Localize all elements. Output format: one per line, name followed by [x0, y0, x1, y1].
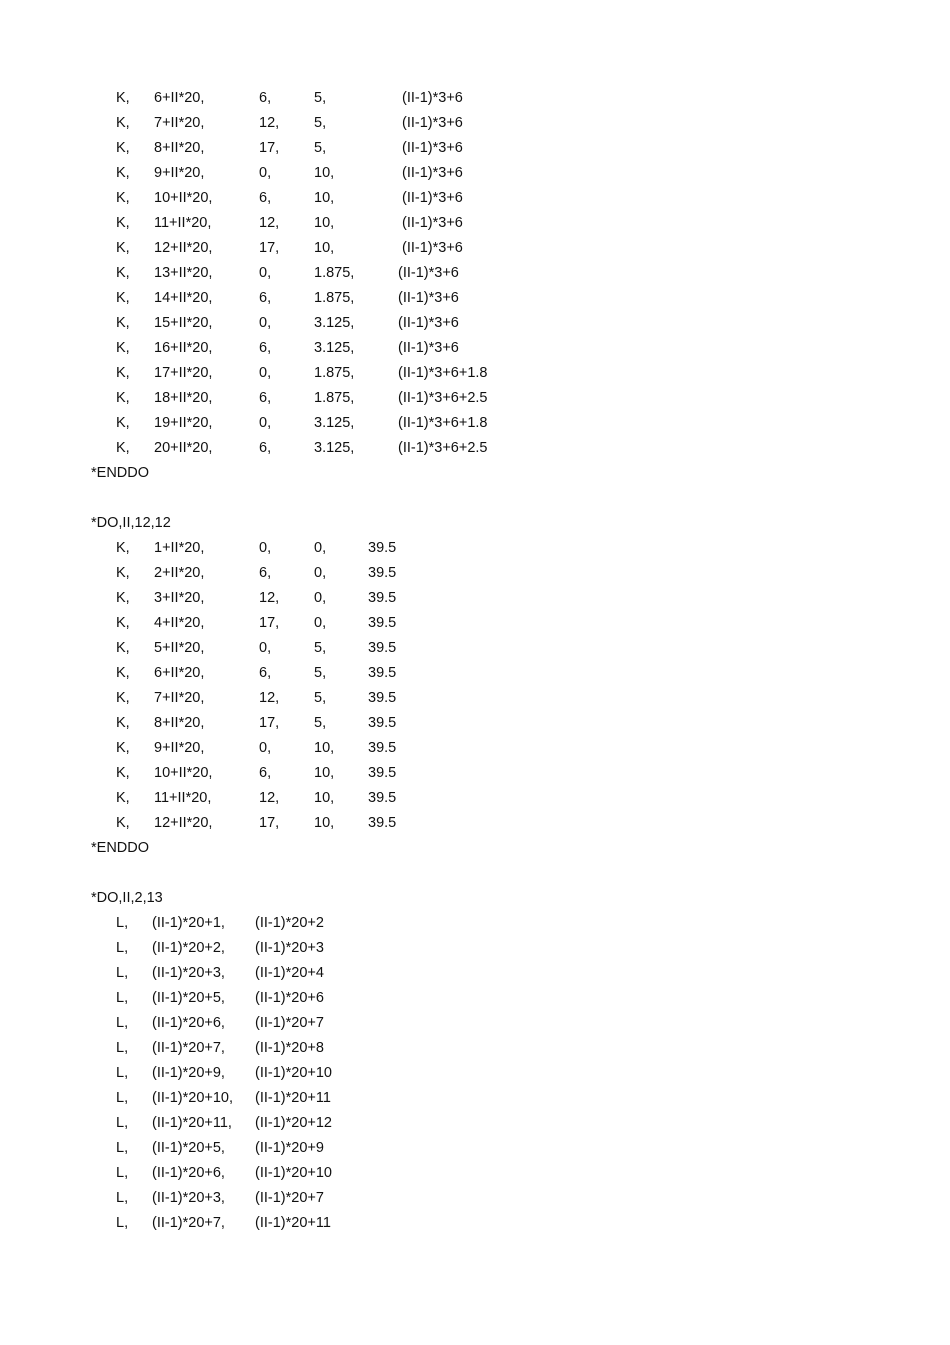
command-field-5: 39.5 [368, 565, 397, 581]
command-field-1: K, [116, 615, 130, 631]
command-field-1: K, [116, 440, 130, 456]
command-field-2: (II-1)*20+7, [152, 1040, 225, 1056]
command-field-3: 6, [259, 565, 272, 581]
command-field-1: K, [116, 315, 130, 331]
command-field-5: 39.5 [368, 740, 397, 756]
command-row [0, 1086, 950, 1111]
command-row [0, 686, 950, 711]
command-field-3: (II-1)*20+7 [255, 1015, 324, 1031]
command-field-1: L, [116, 1040, 129, 1056]
command-field-1: K, [116, 740, 130, 756]
command-field-2: 19+II*20, [154, 415, 213, 431]
command-field-1: L, [116, 1140, 129, 1156]
command-row [0, 1211, 950, 1236]
command-field-1: K, [116, 165, 130, 181]
command-row [0, 211, 950, 236]
enddo-line-text-line [0, 461, 950, 486]
command-field-5: 39.5 [368, 640, 397, 656]
command-field-3: 12, [259, 115, 280, 131]
enddo-line-text: *ENDDO [91, 840, 150, 856]
command-field-1: K, [116, 215, 130, 231]
command-field-2: 18+II*20, [154, 390, 213, 406]
command-field-3: 0, [259, 640, 272, 656]
command-field-3: 6, [259, 390, 272, 406]
command-field-1: K, [116, 240, 130, 256]
command-field-2: 12+II*20, [154, 815, 213, 831]
command-field-3: 6, [259, 765, 272, 781]
command-field-4: 10, [314, 740, 335, 756]
command-field-2: 13+II*20, [154, 265, 213, 281]
command-field-4: 5, [314, 665, 327, 681]
enddo-line-text: *ENDDO [91, 465, 150, 481]
command-field-3: (II-1)*20+11 [255, 1215, 331, 1231]
command-field-3: (II-1)*20+9 [255, 1140, 324, 1156]
do-loop-header: *DO,II,2,13 [91, 890, 163, 906]
command-row [0, 561, 950, 586]
command-field-5: 39.5 [368, 765, 397, 781]
command-field-4: 5, [314, 90, 327, 106]
command-row [0, 761, 950, 786]
command-field-1: K, [116, 140, 130, 156]
command-field-4: 3.125, [314, 340, 355, 356]
command-field-1: K, [116, 665, 130, 681]
do-loop-header: *DO,II,12,12 [91, 515, 171, 531]
command-row [0, 236, 950, 261]
command-field-5: 39.5 [368, 540, 397, 556]
command-field-1: K, [116, 90, 130, 106]
command-row [0, 936, 950, 961]
command-field-3: 0, [259, 265, 272, 281]
command-field-2: 7+II*20, [154, 690, 205, 706]
command-field-2: (II-1)*20+3, [152, 965, 225, 981]
command-row [0, 1136, 950, 1161]
command-field-5: (II-1)*3+6+2.5 [398, 390, 488, 406]
command-field-2: (II-1)*20+5, [152, 1140, 225, 1156]
command-row [0, 661, 950, 686]
command-field-3: 17, [259, 240, 280, 256]
command-field-5: (II-1)*3+6 [402, 90, 463, 106]
command-field-2: 6+II*20, [154, 665, 205, 681]
command-field-2: 4+II*20, [154, 615, 205, 631]
do-loop-header-line [0, 886, 950, 911]
command-row [0, 961, 950, 986]
command-field-4: 0, [314, 615, 327, 631]
command-row [0, 1186, 950, 1211]
command-field-3: 17, [259, 615, 280, 631]
command-field-2: (II-1)*20+1, [152, 915, 225, 931]
command-row [0, 611, 950, 636]
command-field-1: K, [116, 190, 130, 206]
command-field-4: 1.875, [314, 290, 355, 306]
command-field-3: 6, [259, 340, 272, 356]
command-field-3: 0, [259, 165, 272, 181]
command-field-2: 9+II*20, [154, 165, 205, 181]
command-field-5: (II-1)*3+6 [402, 165, 463, 181]
command-field-4: 10, [314, 190, 335, 206]
command-field-2: 11+II*20, [154, 790, 212, 806]
command-field-3: (II-1)*20+12 [255, 1115, 332, 1131]
command-field-1: K, [116, 365, 130, 381]
command-row [0, 336, 950, 361]
command-field-1: K, [116, 290, 130, 306]
command-field-1: L, [116, 1015, 129, 1031]
command-row [0, 111, 950, 136]
command-row [0, 1036, 950, 1061]
command-field-3: (II-1)*20+3 [255, 940, 324, 956]
command-field-2: (II-1)*20+6, [152, 1165, 225, 1181]
command-row [0, 136, 950, 161]
command-field-4: 3.125, [314, 415, 355, 431]
command-field-2: 6+II*20, [154, 90, 205, 106]
command-field-2: 15+II*20, [154, 315, 213, 331]
command-field-1: K, [116, 115, 130, 131]
command-field-4: 0, [314, 540, 327, 556]
command-field-1: K, [116, 390, 130, 406]
command-field-3: 0, [259, 315, 272, 331]
command-field-2: (II-1)*20+9, [152, 1065, 225, 1081]
command-field-4: 0, [314, 565, 327, 581]
command-field-3: 17, [259, 815, 280, 831]
command-field-3: 6, [259, 665, 272, 681]
command-row [0, 1111, 950, 1136]
command-field-3: 0, [259, 365, 272, 381]
command-field-1: K, [116, 815, 130, 831]
command-field-2: 5+II*20, [154, 640, 205, 656]
command-field-3: (II-1)*20+11 [255, 1090, 331, 1106]
do-loop-header-line [0, 511, 950, 536]
command-field-4: 10, [314, 215, 335, 231]
command-field-1: L, [116, 1190, 129, 1206]
command-field-5: (II-1)*3+6 [402, 240, 463, 256]
command-field-2: 11+II*20, [154, 215, 212, 231]
command-row [0, 386, 950, 411]
command-row [0, 311, 950, 336]
command-row [0, 161, 950, 186]
command-field-1: K, [116, 640, 130, 656]
command-field-3: (II-1)*20+4 [255, 965, 324, 981]
command-field-1: L, [116, 1065, 129, 1081]
command-field-2: 3+II*20, [154, 590, 205, 606]
command-field-2: 8+II*20, [154, 715, 205, 731]
command-field-5: (II-1)*3+6 [398, 265, 459, 281]
command-row [0, 911, 950, 936]
command-field-1: L, [116, 990, 129, 1006]
command-field-4: 3.125, [314, 315, 355, 331]
command-field-4: 5, [314, 115, 327, 131]
command-field-5: 39.5 [368, 690, 397, 706]
command-field-5: (II-1)*3+6+1.8 [398, 365, 488, 381]
command-field-3: 17, [259, 715, 280, 731]
command-field-2: (II-1)*20+11, [152, 1115, 232, 1131]
command-field-1: L, [116, 915, 129, 931]
command-field-3: (II-1)*20+10 [255, 1065, 332, 1081]
command-field-4: 5, [314, 140, 327, 156]
command-row [0, 786, 950, 811]
command-field-5: (II-1)*3+6 [402, 215, 463, 231]
command-field-3: 12, [259, 690, 280, 706]
command-field-3: 6, [259, 440, 272, 456]
command-field-3: (II-1)*20+8 [255, 1040, 324, 1056]
command-field-2: (II-1)*20+2, [152, 940, 225, 956]
command-field-1: K, [116, 540, 130, 556]
command-field-4: 10, [314, 165, 335, 181]
command-field-2: 16+II*20, [154, 340, 213, 356]
command-field-5: (II-1)*3+6+2.5 [398, 440, 488, 456]
command-row [0, 361, 950, 386]
command-row [0, 186, 950, 211]
command-row [0, 436, 950, 461]
command-field-1: K, [116, 790, 130, 806]
command-row [0, 1161, 950, 1186]
command-field-3: 0, [259, 540, 272, 556]
command-field-4: 10, [314, 765, 335, 781]
command-field-4: 10, [314, 815, 335, 831]
command-field-1: L, [116, 940, 129, 956]
command-row [0, 411, 950, 436]
command-field-4: 0, [314, 590, 327, 606]
command-field-5: (II-1)*3+6 [398, 315, 459, 331]
command-field-1: L, [116, 1090, 129, 1106]
command-field-1: L, [116, 965, 129, 981]
command-field-2: 10+II*20, [154, 765, 213, 781]
command-field-3: (II-1)*20+7 [255, 1190, 324, 1206]
command-field-4: 1.875, [314, 365, 355, 381]
command-field-3: 6, [259, 190, 272, 206]
command-field-2: (II-1)*20+3, [152, 1190, 225, 1206]
command-row [0, 636, 950, 661]
command-row [0, 536, 950, 561]
command-field-5: 39.5 [368, 715, 397, 731]
command-row [0, 736, 950, 761]
command-row [0, 986, 950, 1011]
command-field-4: 10, [314, 790, 335, 806]
command-field-2: (II-1)*20+10, [152, 1090, 234, 1106]
command-field-3: 12, [259, 215, 280, 231]
command-field-1: K, [116, 565, 130, 581]
command-field-2: 20+II*20, [154, 440, 213, 456]
command-field-4: 1.875, [314, 265, 355, 281]
command-field-1: K, [116, 340, 130, 356]
command-row [0, 811, 950, 836]
command-field-4: 3.125, [314, 440, 355, 456]
command-field-4: 5, [314, 690, 327, 706]
command-field-5: (II-1)*3+6 [398, 340, 459, 356]
command-field-2: 10+II*20, [154, 190, 213, 206]
command-field-3: 17, [259, 140, 280, 156]
command-field-2: 17+II*20, [154, 365, 213, 381]
command-field-2: 8+II*20, [154, 140, 205, 156]
command-field-1: K, [116, 415, 130, 431]
command-field-1: K, [116, 590, 130, 606]
command-field-4: 5, [314, 715, 327, 731]
command-field-5: (II-1)*3+6 [398, 290, 459, 306]
command-field-1: K, [116, 265, 130, 281]
command-field-5: 39.5 [368, 615, 397, 631]
command-field-3: (II-1)*20+6 [255, 990, 324, 1006]
command-row [0, 286, 950, 311]
command-field-4: 5, [314, 640, 327, 656]
command-field-2: 2+II*20, [154, 565, 205, 581]
command-field-4: 1.875, [314, 390, 355, 406]
command-field-2: 12+II*20, [154, 240, 213, 256]
command-field-5: (II-1)*3+6 [402, 115, 463, 131]
command-field-5: 39.5 [368, 815, 397, 831]
command-row [0, 1061, 950, 1086]
command-row [0, 86, 950, 111]
command-field-3: 0, [259, 415, 272, 431]
command-row [0, 1011, 950, 1036]
command-field-3: 6, [259, 290, 272, 306]
command-field-5: 39.5 [368, 665, 397, 681]
command-field-2: 9+II*20, [154, 740, 205, 756]
command-row [0, 586, 950, 611]
command-field-1: L, [116, 1115, 129, 1131]
command-field-2: (II-1)*20+7, [152, 1215, 225, 1231]
command-field-5: (II-1)*3+6+1.8 [398, 415, 488, 431]
command-field-3: 6, [259, 90, 272, 106]
command-field-5: (II-1)*3+6 [402, 140, 463, 156]
command-field-5: (II-1)*3+6 [402, 190, 463, 206]
command-field-2: 7+II*20, [154, 115, 205, 131]
command-field-4: 10, [314, 240, 335, 256]
command-row [0, 711, 950, 736]
command-field-3: 12, [259, 790, 280, 806]
command-field-1: L, [116, 1215, 129, 1231]
command-field-2: (II-1)*20+5, [152, 990, 225, 1006]
command-field-3: (II-1)*20+10 [255, 1165, 332, 1181]
enddo-line-text-line [0, 836, 950, 861]
command-field-3: 12, [259, 590, 280, 606]
command-field-2: (II-1)*20+6, [152, 1015, 225, 1031]
command-field-2: 14+II*20, [154, 290, 213, 306]
command-field-1: K, [116, 690, 130, 706]
command-row [0, 261, 950, 286]
command-field-3: (II-1)*20+2 [255, 915, 324, 931]
command-field-5: 39.5 [368, 790, 397, 806]
command-field-2: 1+II*20, [154, 540, 205, 556]
command-field-3: 0, [259, 740, 272, 756]
command-field-1: K, [116, 765, 130, 781]
command-field-1: L, [116, 1165, 129, 1181]
command-field-1: K, [116, 715, 130, 731]
command-field-5: 39.5 [368, 590, 397, 606]
